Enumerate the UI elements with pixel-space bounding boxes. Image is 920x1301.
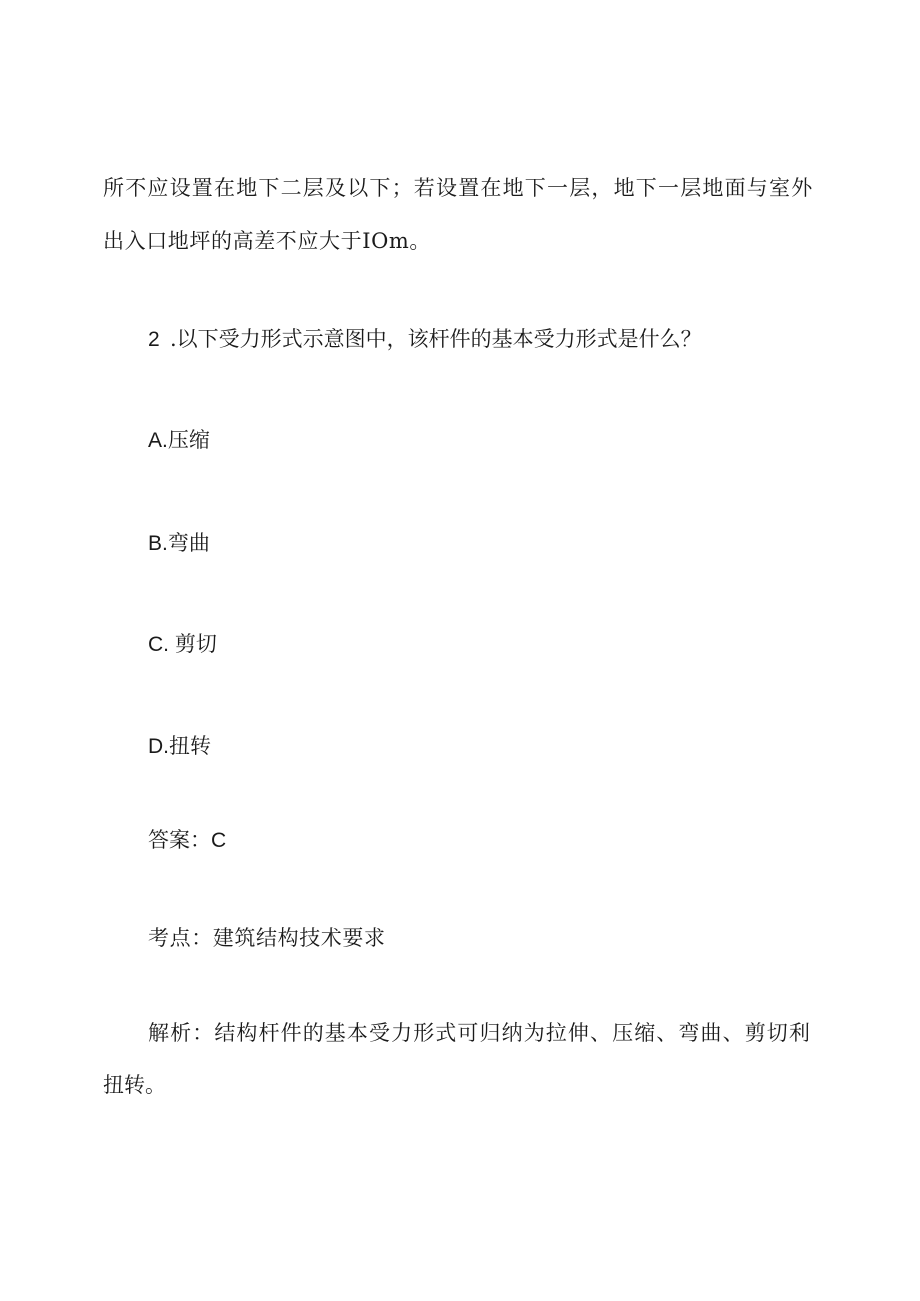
answer-value: C [211, 829, 227, 852]
option-b-text: 弯曲 [167, 531, 210, 555]
analysis-label: 解析： [148, 1021, 215, 1045]
option-a-text: 压缩 [167, 428, 210, 452]
option-c-letter: C. [148, 633, 175, 656]
topic-label: 考点： [148, 926, 213, 950]
option-b-letter: B. [148, 532, 168, 555]
continued-paragraph-line-1: 所不应设置在地下二层及以下；若设置在地下一层，地下一层地面与室外 [103, 176, 814, 200]
topic-value: 建筑结构技术要求 [212, 926, 386, 950]
option-d-letter: D. [148, 735, 169, 758]
option-d [148, 734, 211, 759]
topic-line [148, 926, 386, 950]
answer-line [148, 828, 226, 853]
analysis-line-2: 扭转。 [103, 1073, 166, 1097]
option-c-text: 剪切 [174, 632, 217, 656]
option-b [148, 531, 210, 556]
question-number: 2 [148, 328, 160, 351]
answer-label: 答案： [148, 828, 211, 852]
question-stem [148, 327, 702, 352]
analysis-line-1 [148, 1021, 811, 1045]
option-a [148, 428, 210, 453]
option-c [148, 632, 217, 657]
analysis-text: 结构杆件的基本受力形式可归纳为拉伸、压缩、弯曲、剪切利 [214, 1021, 812, 1045]
question-text: .以下受力形式示意图中，该杆件的基本受力形式是什么？ [170, 327, 702, 351]
option-a-letter: A. [148, 429, 168, 452]
continued-paragraph-line-2: 出入口地坪的高差不应大于IOm。 [103, 229, 432, 253]
option-d-text: 扭转 [169, 734, 211, 758]
